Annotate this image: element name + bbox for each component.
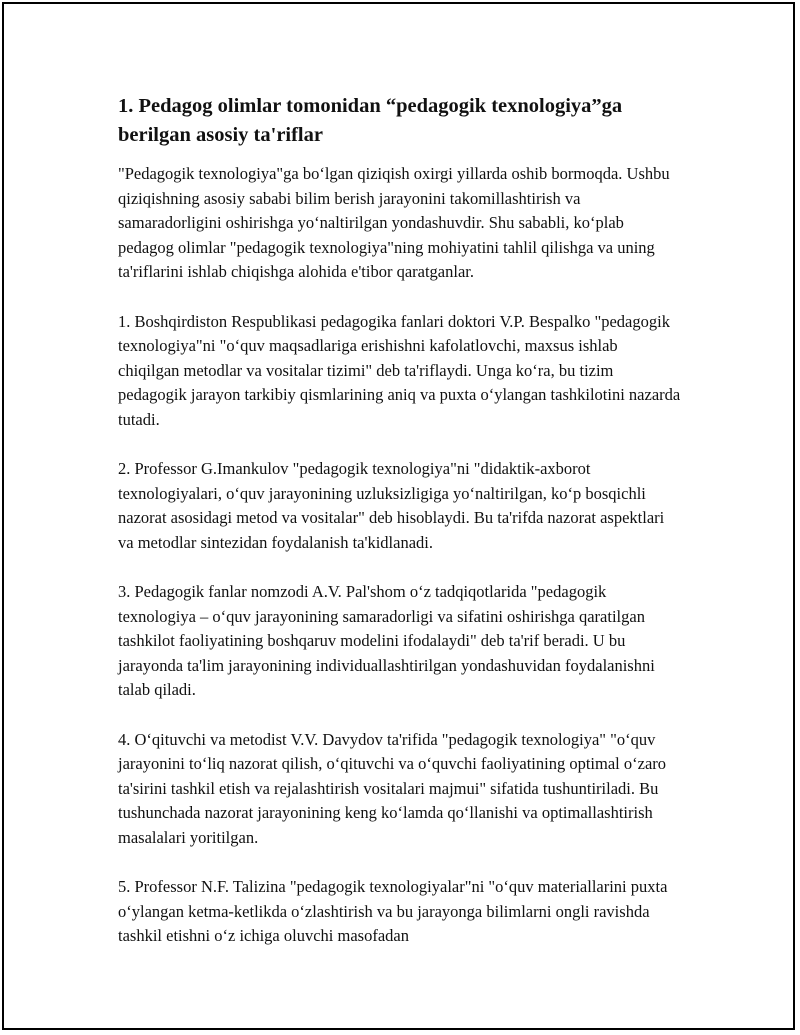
definition-paragraph-5: 5. Professor N.F. Talizina "pedagogik texnologiyalar"ni "o‘quv materiallarini puxta o‘ylangan ketma-ketlikda o‘zlashtirish va bu jarayonga bilimlarni ongli ravishda tashkil etishni o‘z ichiga oluvchi masofadan — [118, 877, 668, 945]
section-heading: 1. Pedagog olimlar tomonidan “pedagogik texnologiya”ga berilgan asosiy ta'riflar — [118, 95, 623, 146]
definition-paragraph-1: 1. Boshqirdiston Respublikasi pedagogika fanlari doktori V.P. Bespalko "pedagogik texnologiya"ni "o‘quv maqsadlariga erishishni kafolatlovchi, maxsus ishlab chiqilgan metodlar va vositalar tizimi" deb ta'riflaydi. Unga ko‘ra, bu tizim pedagogik jarayon tarkibiy qismlarining aniq va puxta o‘ylangan tashkilotini nazarda tutadi. — [118, 311, 681, 429]
definition-paragraph-3: 3. Pedagogik fanlar nomzodi A.V. Pal'shom o‘z tadqiqotlarida "pedagogik texnologiya – o‘quv jarayonining samaradorligi va sifatini oshirishga qaratilgan tashkilot faoliyatining boshqaruv modelini ifodalaydi" deb ta'rif beradi. U bu jarayonda ta'lim jarayonining individuallashtirilgan yondashuvidan foydalanishni talab qiladi. — [118, 582, 655, 699]
definition-paragraph-2: 2. Professor G.Imankulov "pedagogik texnologiya"ni "didaktik-axborot texnologiyalari, o‘quv jarayonining uzluksizligiga yo‘naltirilgan, ko‘p bosqichli nazorat asosidagi metod va vositalar" deb hisoblaydi. Bu ta'rifda nazorat aspektlari va metodlar sintezidan foydalanish ta'kidlanadi. — [118, 459, 665, 552]
intro-paragraph: "Pedagogik texnologiya"ga bo‘lgan qiziqish oxirgi yillarda oshib bormoqda. Ushbu qiziqishning asosiy sababi bilim berish jarayonini takomillashtirish va samaradorligini oshirishga yo‘naltirilgan yondashuvdir. Shu sababli, ko‘plab pedagog olimlar "pedagogik texnologiya"ning mohiyatini tahlil qilishga va uning ta'riflarini ishlab chiqishga alohida e'tibor qaratganlar. — [118, 164, 670, 281]
document-body — [118, 92, 683, 974]
definition-paragraph-4: 4. O‘qituvchi va metodist V.V. Davydov ta'rifida "pedagogik texnologiya" "o‘quv jarayonini to‘liq nazorat qilish, o‘qituvchi va o‘quvchi faoliyatining optimal o‘zaro ta'sirini tashkil etish va rejalashtirish vositalari majmui" sifatida tushuntiriladi. Bu tushunchada nazorat jarayonining keng ko‘lamda qo‘llanishi va optimallashtirish masalalari yoritilgan. — [118, 729, 667, 847]
